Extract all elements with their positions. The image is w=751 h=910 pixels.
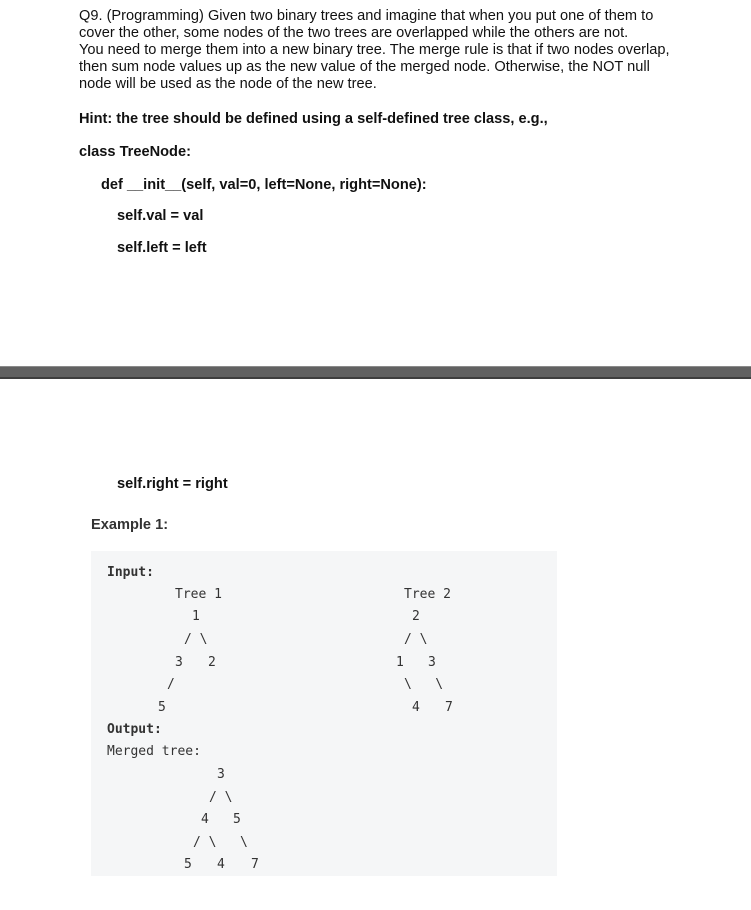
tree1-root: 1 [192,609,200,624]
body-line-left: self.left = left [117,240,207,256]
question-line-5: node will be used as the node of the new tree. [79,76,377,92]
merged-branch-1: / \ [209,790,233,805]
tree1-title: Tree 1 [175,587,222,602]
example-code-block [91,551,557,876]
body-line-right: self.right = right [117,476,228,492]
question-line-3: You need to merge them into a new binary tree. The merge rule is that if two nodes overlap, [79,42,670,58]
merged-root: 3 [217,767,225,782]
tree1-branch-2: / [167,677,175,692]
merged-node-4: 4 [201,812,209,827]
tree2-node-7: 7 [445,700,453,715]
input-label: Input: [107,565,154,580]
question-line-1: Q9. (Programming) Given two binary trees and imagine that when you put one of them to [79,8,654,24]
class-line: class TreeNode: [79,144,191,160]
hint-text: Hint: the tree should be defined using a self-defined tree class, e.g., [79,111,548,127]
merged-tree-label: Merged tree: [107,744,201,759]
def-line: def __init__(self, val=0, left=None, right=None): [101,177,427,193]
tree2-root: 2 [412,609,420,624]
tree1-node-5: 5 [158,700,166,715]
merged-branch-2: / \ \ [193,835,248,850]
question-line-4: then sum node values up as the new value of the merged node. Otherwise, the NOT null [79,59,650,75]
tree2-node-4: 4 [412,700,420,715]
tree2-branch-2: \ \ [404,677,444,692]
merged-node-4-leaf: 4 [217,857,225,872]
tree1-branch-1: / \ [184,632,208,647]
page-divider [0,366,751,379]
example-heading: Example 1: [91,517,169,533]
question-line-2: cover the other, some nodes of the two trees are overlapped while the others are not. [79,25,629,41]
tree2-node-3: 3 [428,655,436,670]
merged-node-7-leaf: 7 [251,857,259,872]
merged-node-5-leaf: 5 [184,857,192,872]
merged-node-5: 5 [233,812,241,827]
tree2-branch-1: / \ [404,632,428,647]
tree2-node-1: 1 [396,655,404,670]
output-label: Output: [107,722,162,737]
body-line-val: self.val = val [117,208,204,224]
tree1-node-2: 2 [208,655,216,670]
tree1-node-3: 3 [175,655,183,670]
tree2-title: Tree 2 [404,587,451,602]
